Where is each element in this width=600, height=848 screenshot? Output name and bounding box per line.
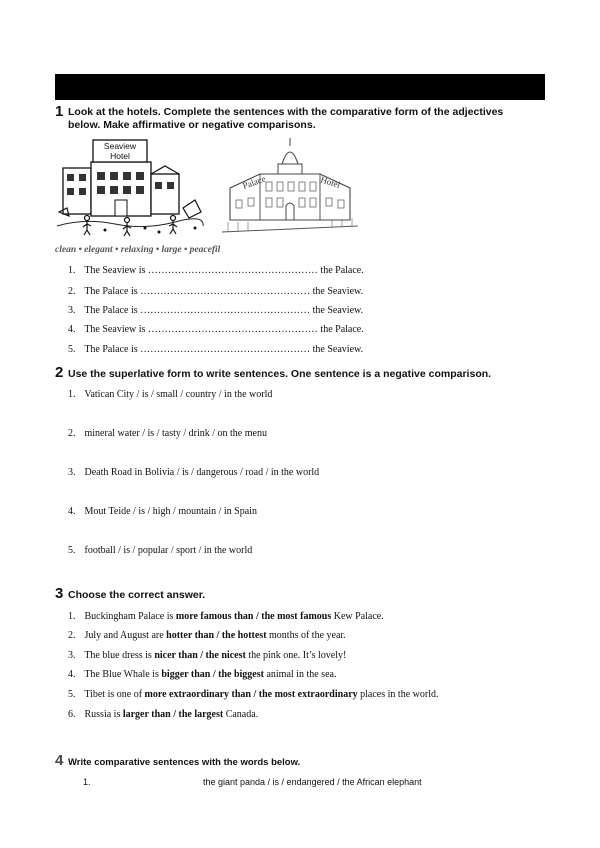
ex3-item-3: 3. The blue dress is nicer than / the nicest the pink one. It’s lovely! [68,650,347,661]
ex2-item-3: 3. Death Road in Bolivia / is / dangerous / road / in the world [68,467,320,478]
exercise-3-heading: Choose the correct answer. [68,589,206,601]
exercise-1-number: 1 [55,103,64,120]
word-bank: clean • elegant • relaxing • large • peacefil [55,245,221,255]
exercise-4-number: 4 [55,752,64,769]
ex3-item-1: 1. Buckingham Palace is more famous than / the most famous Kew Palace. [68,611,384,622]
ex1-item-1: 1. The Seaview is …………………………………………… the Palace. [68,265,364,276]
seaview-sign-line1: Seaview [103,141,137,151]
seaview-hotel-illustration [55,138,205,238]
ex1-item-2: 2. The Palace is …………………………………………… the Seaview. [68,286,364,297]
ex1-item-5: 5. The Palace is …………………………………………… the Seaview. [68,344,364,355]
ex1-item-4: 4. The Seaview is …………………………………………… the Palace. [68,324,364,335]
exercise-2-heading: Use the superlative form to write sentences. One sentence is a negative comparison. [68,368,492,380]
seaview-sign-line2: Hotel [110,151,130,161]
palace-sign-left: Palace [241,173,267,191]
exercise-1-heading [68,106,503,132]
ex2-item-1: 1. Vatican City / is / small / country / in the world [68,389,273,400]
palace-hotel-illustration [220,136,360,238]
exercise-1-heading-line2: below. Make affirmative or negative comparisons. [68,119,316,131]
exercise-4-heading: Write comparative sentences with the words below. [68,757,301,768]
ex3-item-6: 6. Russia is larger than / the largest Canada. [68,709,259,720]
palace-sign-right: Hotel [319,174,342,191]
ex2-item-2: 2. mineral water / is / tasty / drink / on the menu [68,428,267,439]
ex2-item-4: 4. Mout Teide / is / high / mountain / in Spain [68,506,257,517]
ex4-item-1-text: the giant panda / is / endangered / the African elephant [203,777,422,787]
exercise-2-number: 2 [55,364,64,381]
ex4-item-1-number: 1. [83,777,91,787]
exercise-1-heading-line1: Look at the hotels. Complete the sentences with the comparative form of the adjectives [68,106,504,118]
ex3-item-2: 2. July and August are hotter than / the hottest months of the year. [68,630,346,641]
title-bar [55,74,545,100]
ex3-item-4: 4. The Blue Whale is bigger than / the biggest animal in the sea. [68,669,337,680]
ex3-item-5: 5. Tibet is one of more extraordinary than / the most extraordinary places in the world. [68,689,439,700]
exercise-3-number: 3 [55,585,64,602]
ex1-item-3: 3. The Palace is …………………………………………… the Seaview. [68,305,364,316]
ex2-item-5: 5. football / is / popular / sport / in the world [68,545,253,556]
